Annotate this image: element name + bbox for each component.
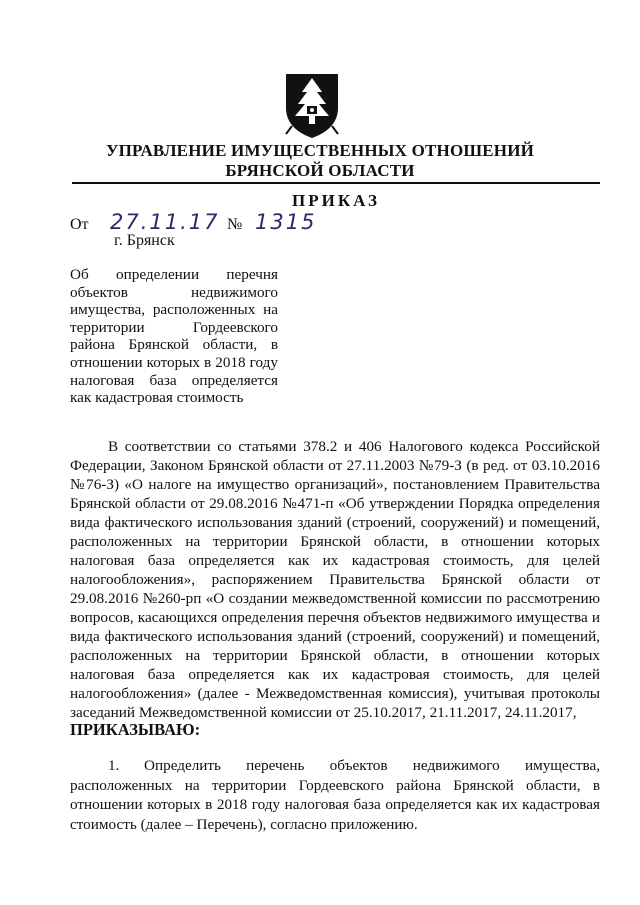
city: г. Брянск [114, 232, 175, 249]
organization-name-line1: УПРАВЛЕНИЕ ИМУЩЕСТВЕННЫХ ОТНОШЕНИЙ [105, 141, 535, 160]
date-label: От [70, 216, 89, 233]
preamble-paragraph: В соответствии со статьями 378.2 и 406 Налогового кодекса Российской Федерации, Законом Брянской области от 27.11.2003 №79-З (в ред. от 03.10.2016 №76-З) «О налоге на имущество организаций», постановлением Правительства Брянской области от 29.08.2016 №471-п «Об утверждении Порядка определения вида фактического использования зданий (строений, сооружений) и помещений, расположенных на территории Брянской области, в отношении которых налоговая база определяется как их кадастровая стоимость, для целей налогообложения», распоряжением Правительства Брянской области от 29.08.2016 №260-рп «О создании межведомственной комиссии по рассмотрению вопросов, касающихся определения перечня объектов недвижимого имущества и вида фактического использования зданий (строений, сооружений) и помещений, расположенных на территории Брянской области, в отношении которых налоговая база определяется как их кадастровая стоимость, для целей налогообложения» (далее - Межведомственная комиссия), учитывая протоколы заседаний Межведомственной комиссии от 25.10.2017, 21.11.2017, 24.11.2017, [70, 438, 600, 721]
header-divider [72, 182, 600, 184]
item-number: 1. [108, 757, 120, 774]
order-item [70, 756, 600, 834]
coat-of-arms-icon [282, 70, 342, 140]
item-text: Определить перечень объектов недвижимого имущества, расположенных на территории Гордеевского района Брянской области, в отношении которых в 2018 году налоговая база определяется как их кадастровая стоимость (далее – Перечень), согласно приложению. [70, 757, 600, 833]
handwritten-date: 27.11.17 [110, 210, 220, 234]
number-label: № [227, 216, 243, 233]
handwritten-number: 1315 [255, 210, 317, 234]
organization-name-line2: БРЯНСКОЙ ОБЛАСТИ [225, 161, 415, 180]
document-subject: Об определении перечня объектов недвижимого имущества, расположенных на территории Гордеевского района Брянской области, в отношении которых в 2018 году налоговая база определяется как кадастровая стоимость [70, 266, 278, 407]
order-word: ПРИКАЗЫВАЮ: [70, 720, 201, 739]
document-title: ПРИКАЗ [292, 191, 380, 210]
